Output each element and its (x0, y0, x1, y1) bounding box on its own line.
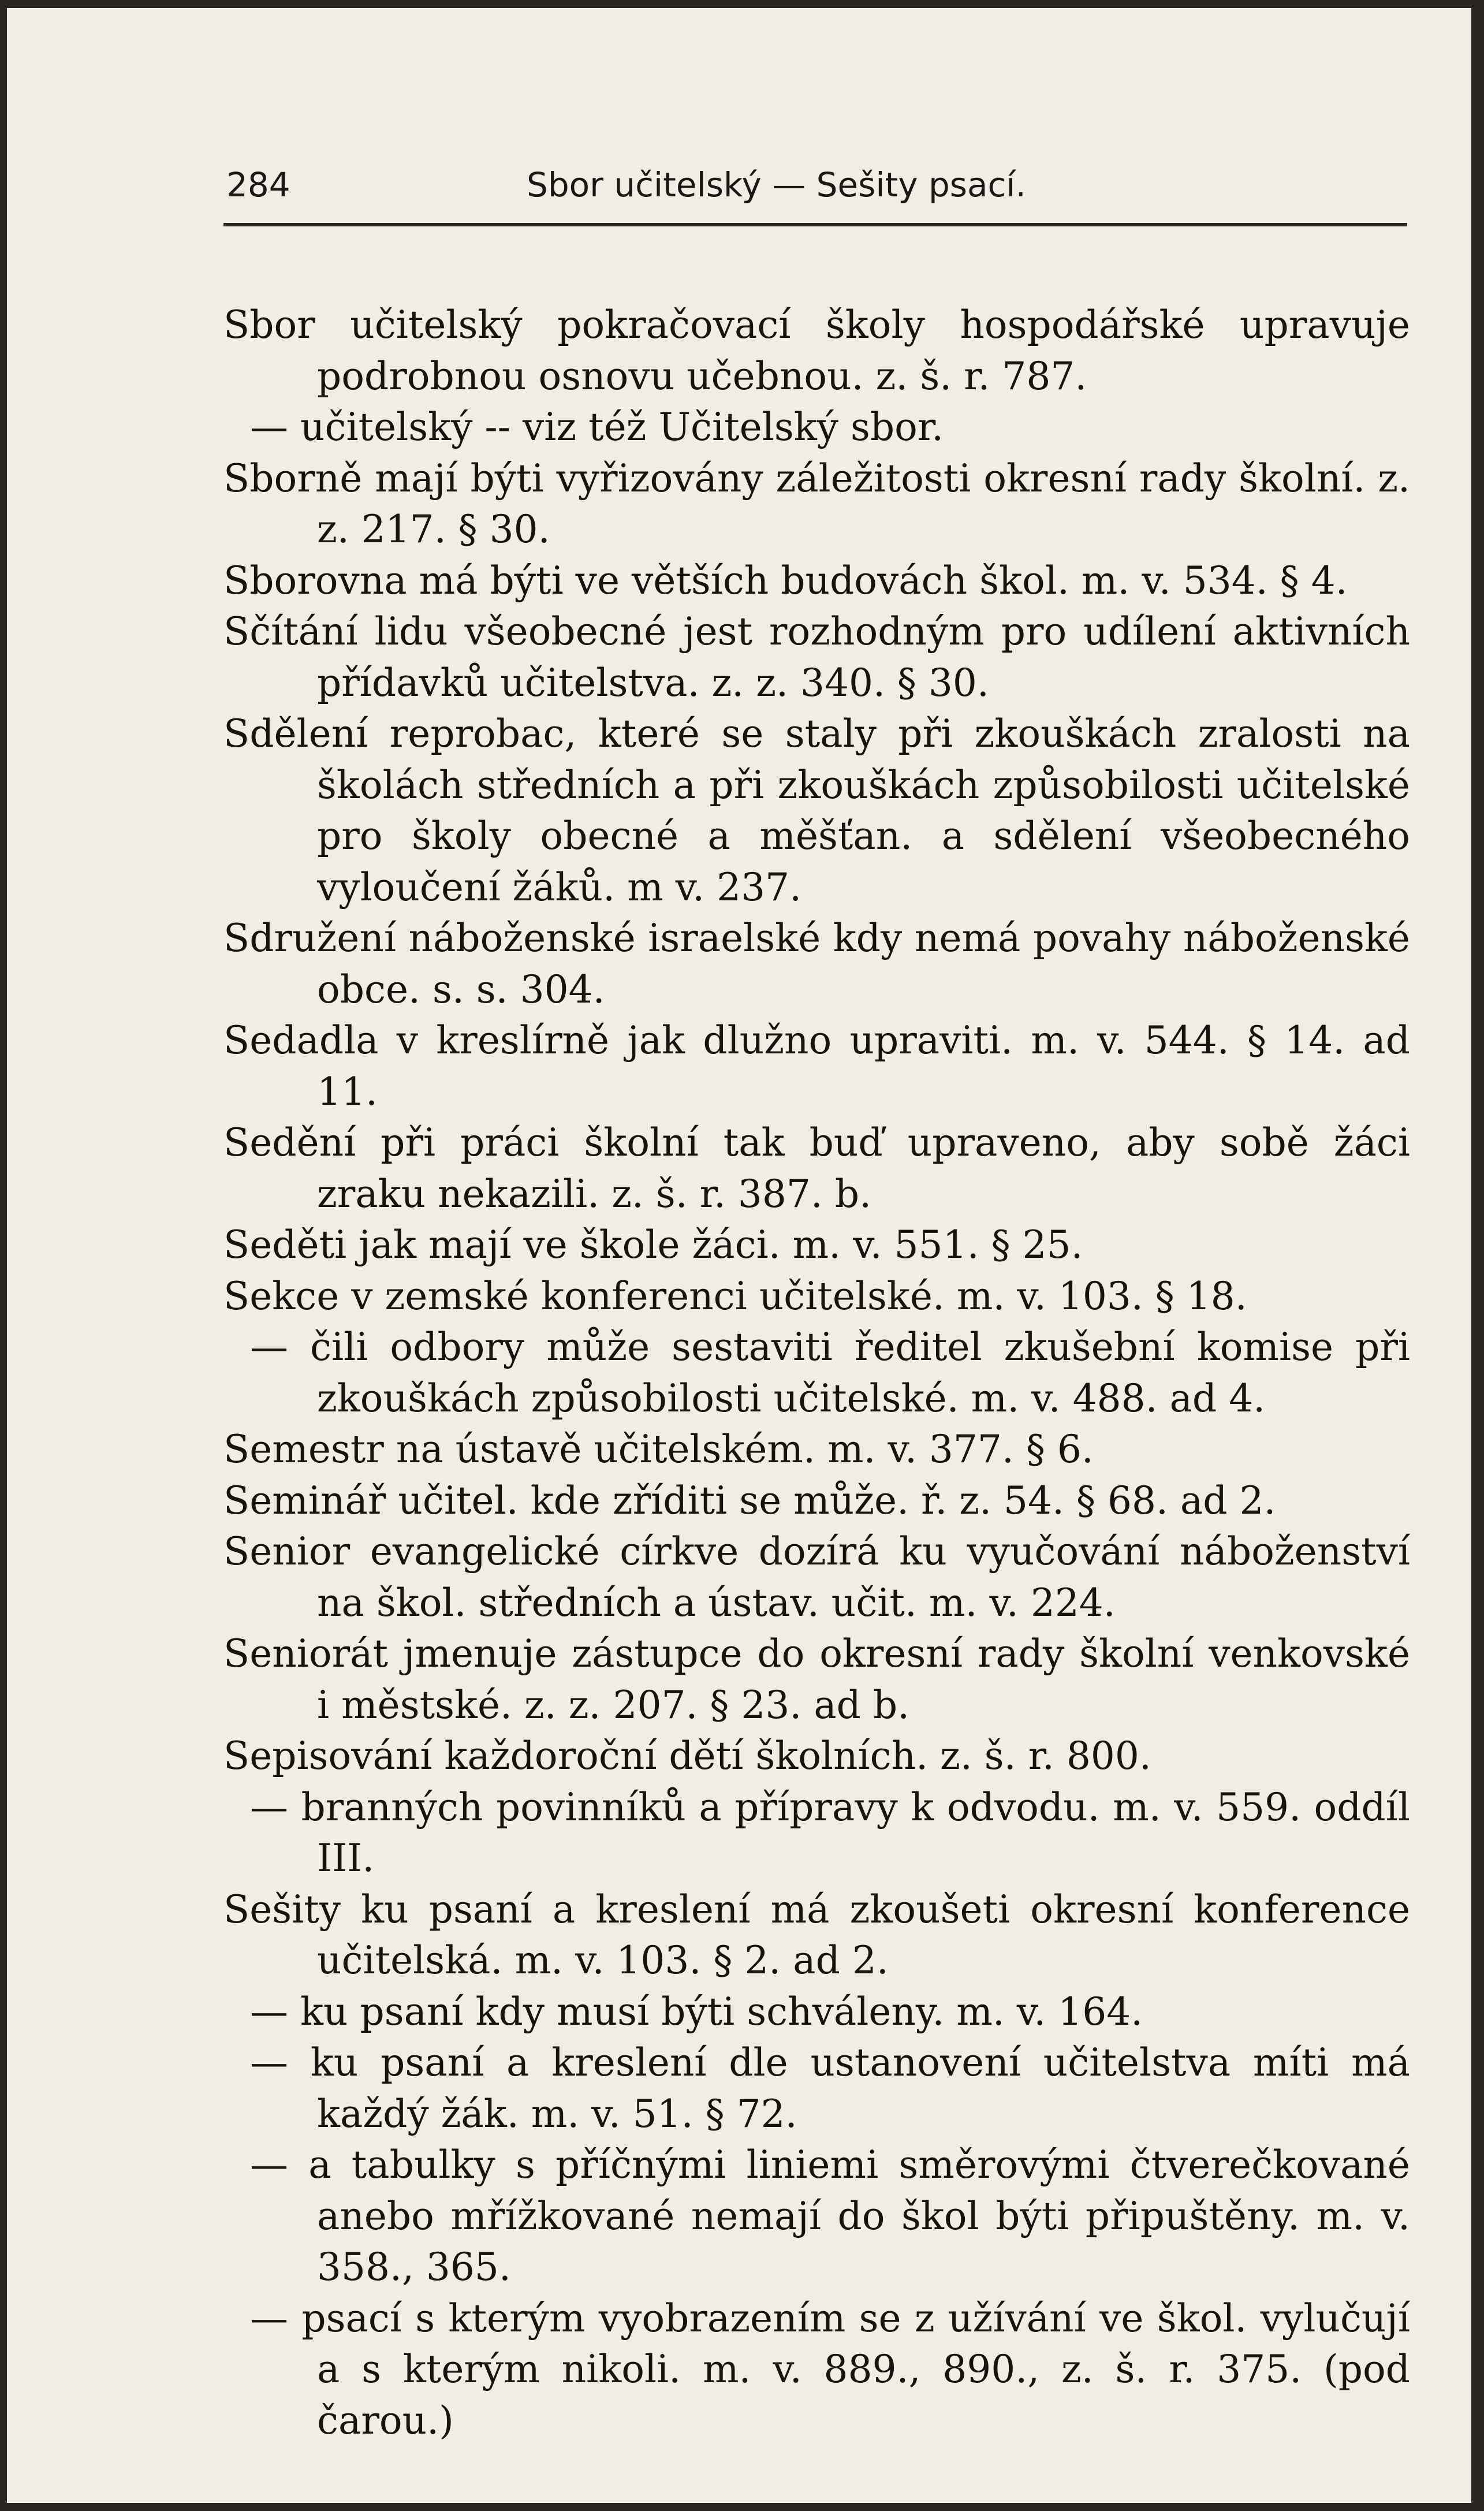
index-entry: Sdělení reprobac, které se staly při zkouškách zralosti na školách středních a při zkouškách způsobilosti učitelské pro školy obecné a měšťan. a sdělení všeobecného vyloučení žáků. m v. 237. (223, 711, 1410, 910)
page-number: 284 (226, 165, 290, 204)
index-entries (223, 300, 1410, 2446)
index-entry: Sčítání lidu všeobecné jest rozhodným pro udílení aktivních přídavků učitelstva. z. z. 340. § 30. (223, 609, 1410, 705)
index-entry: Sdružení náboženské israelské kdy nemá povahy náboženské obce. s. s. 304. (223, 916, 1410, 1012)
index-entry: Sekce v zemské konferenci učitelské. m. v. 103. § 18. (223, 1273, 1247, 1318)
book-page (7, 8, 1471, 2503)
index-subentry: — čili odbory může sestaviti ředitel zkušební komise při zkouškách způsobilosti učitelské. m. v. 488. ad 4. (250, 1325, 1410, 1421)
header-rule (223, 223, 1407, 226)
running-title: Sbor učitelský — Sešity psací. (527, 165, 1026, 204)
index-entry: Seděti jak mají ve škole žáci. m. v. 551. § 25. (223, 1223, 1083, 1267)
index-entry: Sborně mají býti vyřizovány záležitosti okresní rady školní. z. z. 217. § 30. (223, 456, 1410, 552)
index-subentry: — psací s kterým vyobrazením se z užívání ve škol. vylučují a s kterým nikoli. m. v. 889., 890., z. š. r. 375. (pod čarou.) (250, 2296, 1410, 2443)
index-entry: Sedadla v kreslírně jak dlužno upraviti. m. v. 544. § 14. ad 11. (223, 1018, 1410, 1114)
index-subentry: — ku psaní kdy musí býti schváleny. m. v. 164. (250, 1989, 1143, 2034)
index-subentry: — ku psaní a kreslení dle ustanovení učitelstva míti má každý žák. m. v. 51. § 72. (250, 2040, 1410, 2136)
index-subentry: — branných povinníků a přípravy k odvodu. m. v. 559. oddíl III. (250, 1784, 1410, 1880)
index-entry: Sbor učitelský pokračovací školy hospodářské upravuje podrobnou osnovu učebnou. z. š. r. 787. (223, 303, 1410, 398)
index-entry: Sepisování každoroční dětí školních. z. š. r. 800. (223, 1734, 1151, 1778)
index-entry: Sedění při práci školní tak buď upraveno, aby sobě žáci zraku nekazili. z. š. r. 387. b. (223, 1120, 1410, 1216)
index-entry: Seniorát jmenuje zástupce do okresní rady školní venkovské i městské. z. z. 207. § 23. ad b. (223, 1631, 1410, 1727)
page-header (226, 165, 1404, 217)
index-subentry: — a tabulky s příčnými liniemi směrovými čtverečkované anebo mřížkované nemají do škol býti připuštěny. m. v. 358., 365. (250, 2143, 1410, 2289)
index-entry: Senior evangelické církve dozírá ku vyučování náboženství na škol. středních a ústav. učit. m. v. 224. (223, 1529, 1410, 1625)
index-entry: Sborovna má býti ve větších budovách škol. m. v. 534. § 4. (223, 558, 1348, 603)
index-entry: Seminář učitel. kde zříditi se může. ř. z. 54. § 68. ad 2. (223, 1478, 1276, 1523)
index-entry: Sešity ku psaní a kreslení má zkoušeti okresní konference učitelská. m. v. 103. § 2. ad 2. (223, 1887, 1410, 1983)
index-entry: Semestr na ústavě učitelském. m. v. 377. § 6. (223, 1427, 1094, 1471)
index-subentry: — učitelský -- viz též Učitelský sbor. (250, 405, 944, 449)
